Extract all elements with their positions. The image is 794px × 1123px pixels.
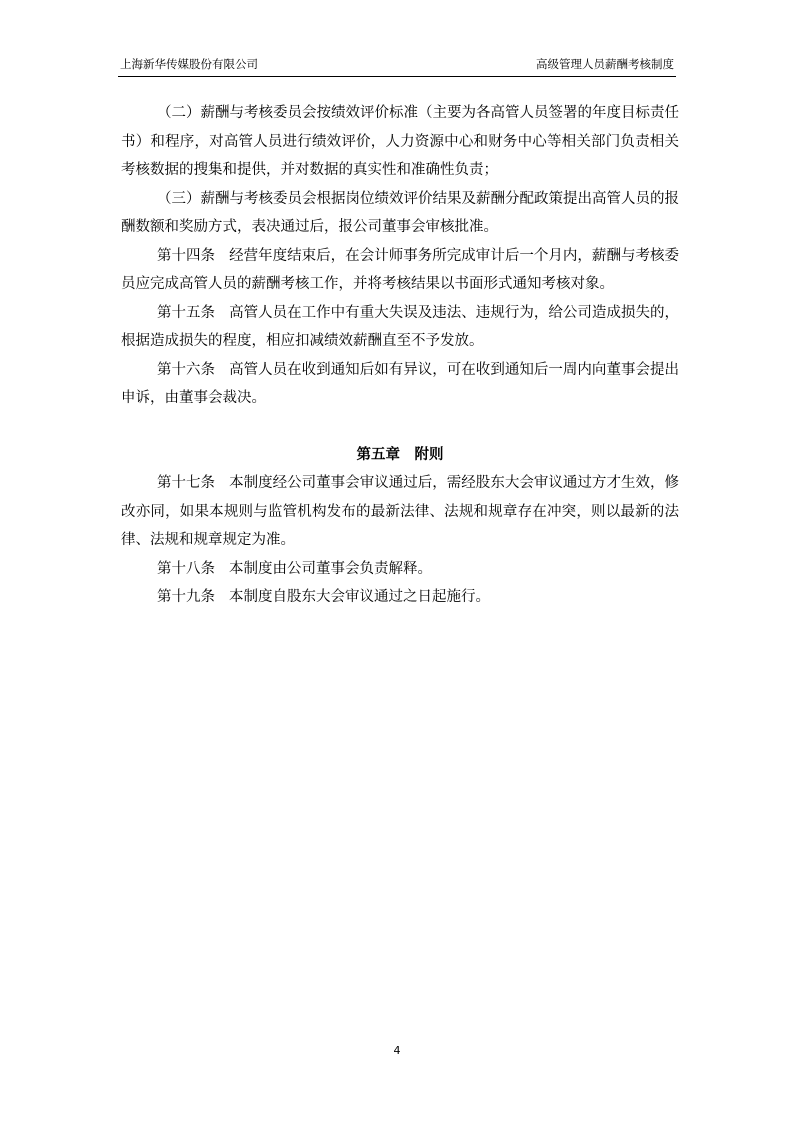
article-19	[121, 583, 679, 612]
article-14	[121, 242, 679, 299]
article-16	[121, 356, 679, 413]
article-number: 第十六条	[157, 361, 216, 378]
article-text: 高管人员在收到通知后如有异议，可在收到通知后一周内向董事会提出申诉，由董事会裁决。	[121, 361, 680, 406]
paragraph-item-3: （三）薪酬与考核委员会根据岗位绩效评价结果及薪酬分配政策提出高管人员的报酬数额和奖励方式，表决通过后，报公司董事会审核批准。	[121, 190, 679, 235]
page-number: 4	[393, 1044, 401, 1057]
article-number: 第十四条	[157, 247, 216, 264]
article-18	[121, 555, 679, 584]
document-body	[121, 99, 679, 612]
article-17	[121, 469, 679, 555]
page-header	[118, 56, 676, 77]
paragraph-item-2: （二）薪酬与考核委员会按绩效评价标准（主要为各高管人员签署的年度目标责任书）和程序，对高管人员进行绩效评价，人力资源中心和财务中心等相关部门负责相关考核数据的搜集和提供，并对数据的真实性和准确性负责；	[121, 105, 679, 178]
article-15	[121, 299, 679, 356]
article-text: 本制度由公司董事会负责解释。	[229, 560, 432, 577]
header-company-name: 上海新华传媒股份有限公司	[120, 57, 258, 71]
article-number: 第十五条	[157, 304, 216, 321]
article-text: 高管人员在工作中有重大失误及违法、违规行为，给公司造成损失的，根据造成损失的程度，相应扣减绩效薪酬直至不予发放。	[121, 304, 680, 349]
article-number: 第十七条	[157, 475, 216, 491]
article-number: 第十九条	[157, 589, 215, 605]
chapter-heading: 第五章 附则	[356, 446, 444, 463]
article-text: 经营年度结束后，在会计师事务所完成审计后一个月内，薪酬与考核委员应完成高管人员的薪酬考核工作，并将考核结果以书面形式通知考核对象。	[121, 247, 680, 292]
article-text: 本制度经公司董事会审议通过后，需经股东大会审议通过方才生效，修改亦同，如果本规则与监管机构发布的最新法律、法规和规章存在冲突，则以最新的法律、法规和规章规定为准。	[121, 475, 680, 548]
article-number: 第十八条	[157, 560, 215, 577]
article-text: 本制度自股东大会审议通过之日起施行。	[229, 589, 490, 605]
header-document-title: 高级管理人员薪酬考核制度	[536, 57, 674, 71]
